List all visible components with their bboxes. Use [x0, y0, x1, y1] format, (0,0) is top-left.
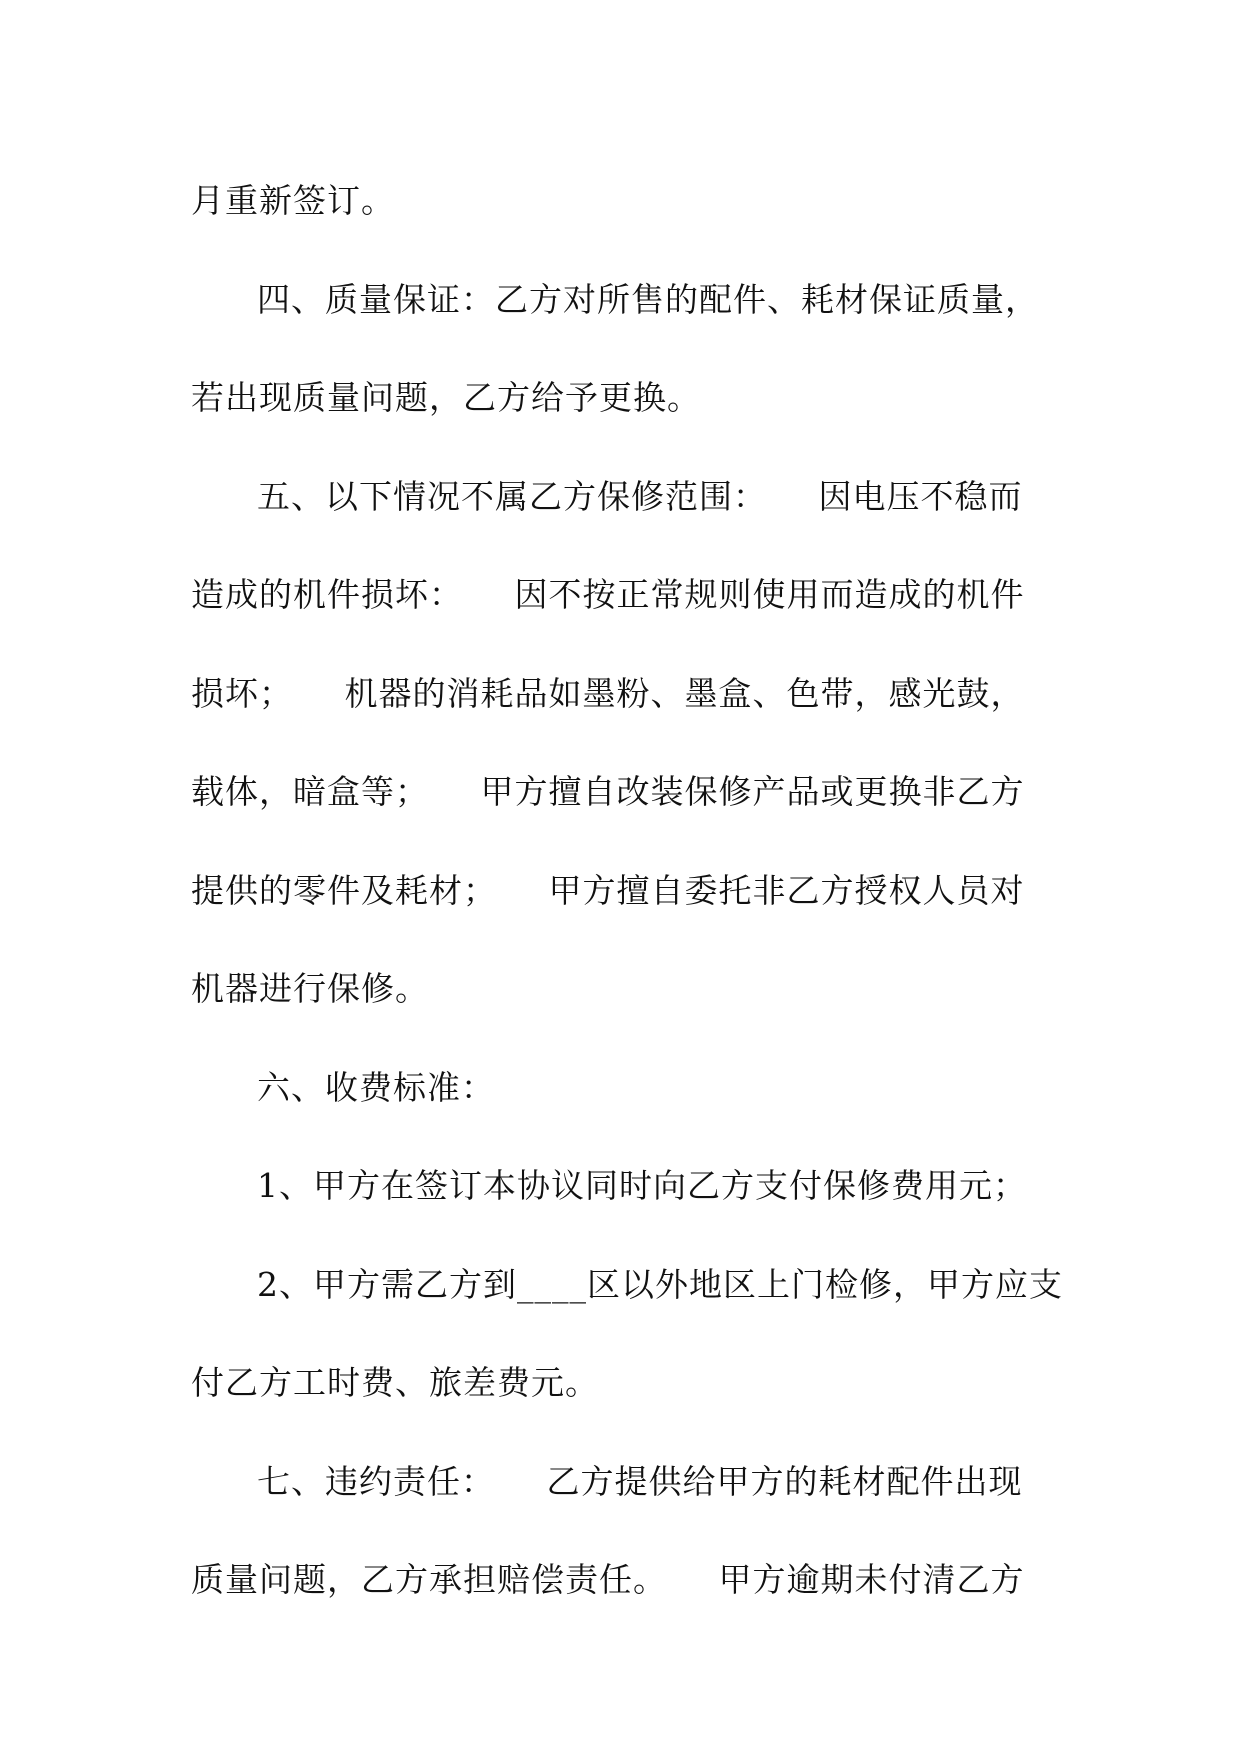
- text-line: 提供的零件及耗材； 甲方擅自委托非乙方授权人员对: [191, 871, 1025, 910]
- text-line: 若出现质量问题，乙方给予更换。: [191, 378, 701, 417]
- text-line: 月重新签订。: [191, 181, 395, 220]
- text-line: 载体，暗盒等； 甲方擅自改装保修产品或更换非乙方: [191, 772, 1025, 811]
- section-six-fees: 六、收费标准：: [257, 1068, 495, 1107]
- text-line: 质量问题，乙方承担赔偿责任。 甲方逾期未付清乙方: [191, 1560, 1025, 1599]
- fee-item-1: 1、甲方在签订本协议同时向乙方支付保修费用元；: [257, 1166, 1027, 1205]
- section-seven-liability: 七、违约责任： 乙方提供给甲方的耗材配件出现: [257, 1462, 1023, 1501]
- text-line: 损坏； 机器的消耗品如墨粉、墨盒、色带，感光鼓，: [191, 674, 1025, 713]
- fee-item-2: 2、甲方需乙方到____区以外地区上门检修，甲方应支: [257, 1265, 1063, 1304]
- section-five-exclusions: 五、以下情况不属乙方保修范围： 因电压不稳而: [257, 477, 1023, 516]
- section-four-quality-guarantee: 四、质量保证：乙方对所售的配件、耗材保证质量，: [257, 280, 1039, 319]
- text-line: 机器进行保修。: [191, 969, 429, 1008]
- text-line: 造成的机件损坏： 因不按正常规则使用而造成的机件: [191, 575, 1025, 614]
- text-line: 付乙方工时费、旅差费元。: [191, 1363, 599, 1402]
